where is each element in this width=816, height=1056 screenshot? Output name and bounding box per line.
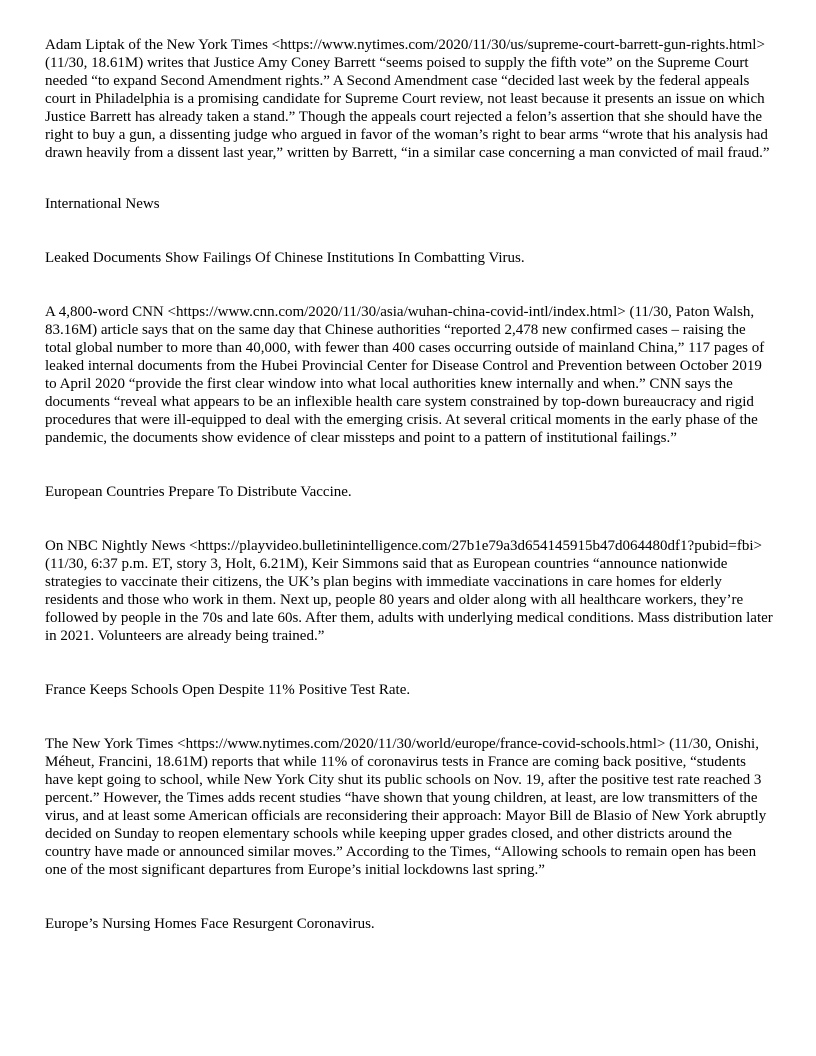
document-page [45,36,773,933]
headline-leaked-documents: Leaked Documents Show Failings Of Chinese Institutions In Combatting Virus. [45,250,525,266]
article-paragraph-cnn-leaked: A 4,800-word CNN <https://www.cnn.com/2020/11/30/asia/wuhan-china-covid-intl/index.html> (11/30, Paton Walsh, 83.16M) article says that on the same day that Chinese authorities “reported 2,478 new confirmed cases – raising the total global number to more than 40,000, with fewer than 400 cases occurring outside of mainland China,” 117 pages of leaked internal documents from the Hubei Provincial Center for Disease Control and Prevention between October 2019 to April 2020 “provide the first clear window into what local authorities knew internally and when.” CNN says the documents “reveal what appears to be an inflexible health care system constrained by top-down bureaucracy and rigid procedures that were ill-equipped to deal with the emerging crisis. At several critical moments in the early phase of the pandemic, the documents show evidence of clear missteps and point to a pattern of institutional failings.” [45,304,765,446]
article-paragraph-nbc-vaccine: On NBC Nightly News <https://playvideo.bulletinintelligence.com/27b1e79a3d654145915b47d064480df1?pubid=fbi> (11/30, 6:37 p.m. ET, story 3, Holt, 6.21M), Keir Simmons said that as European countries “announce nationwide strategies to vaccinate their citizens, the UK’s plan begins with immediate vaccinations in care homes for elderly residents and those who work in them. Next up, people 80 years and older along with all healthcare workers, they’re followed by people in the 70s and late 60s. After them, adults with underlying medical conditions. Mass distribution later in 2021. Volunteers are already being trained.” [45,538,773,644]
headline-european-vaccine: European Countries Prepare To Distribute Vaccine. [45,484,352,500]
article-paragraph-nyt-france: The New York Times <https://www.nytimes.com/2020/11/30/world/europe/france-covid-schools.html> (11/30, Onishi, Méheut, Francini, 18.61M) reports that while 11% of coronavirus tests in France are coming back positive, “students have kept going to school, while New York City shut its public schools on Nov. 19, after the positive test rate reached 3 percent.” However, the Times adds recent studies “have shown that young children, at least, are low transmitters of the virus, and at least some American officials are reconsidering their approach: Mayor Bill de Blasio of New York abruptly decided on Sunday to reopen elementary schools while keeping upper grades closed, and other districts around the country have made or announced similar moves.” According to the Times, “Allowing schools to remain open has been one of the most significant departures from Europe’s initial lockdowns last spring.” [45,736,767,878]
headline-nursing-homes: Europe’s Nursing Homes Face Resurgent Coronavirus. [45,916,375,932]
article-paragraph-barrett: Adam Liptak of the New York Times <https://www.nytimes.com/2020/11/30/us/supreme-court-barrett-gun-rights.html> (11/30, 18.61M) writes that Justice Amy Coney Barrett “seems poised to supply the fifth vote” on the Supreme Court needed “to expand Second Amendment rights.” A Second Amendment case “decided last week by the federal appeals court in Philadelphia is a promising candidate for Supreme Court review, not least because it presents an issue on which Justice Barrett has already taken a stand.” Though the appeals court rejected a felon’s assertion that she should have the right to buy a gun, a dissenting judge who argued in favor of the woman’s right to bear arms “wrote that his analysis had drawn heavily from a dissent last year,” written by Barrett, “in a similar case concerning a man convicted of mail fraud.” [45,37,770,161]
section-heading-international-news: International News [45,196,160,212]
headline-france-schools: France Keeps Schools Open Despite 11% Positive Test Rate. [45,682,411,698]
